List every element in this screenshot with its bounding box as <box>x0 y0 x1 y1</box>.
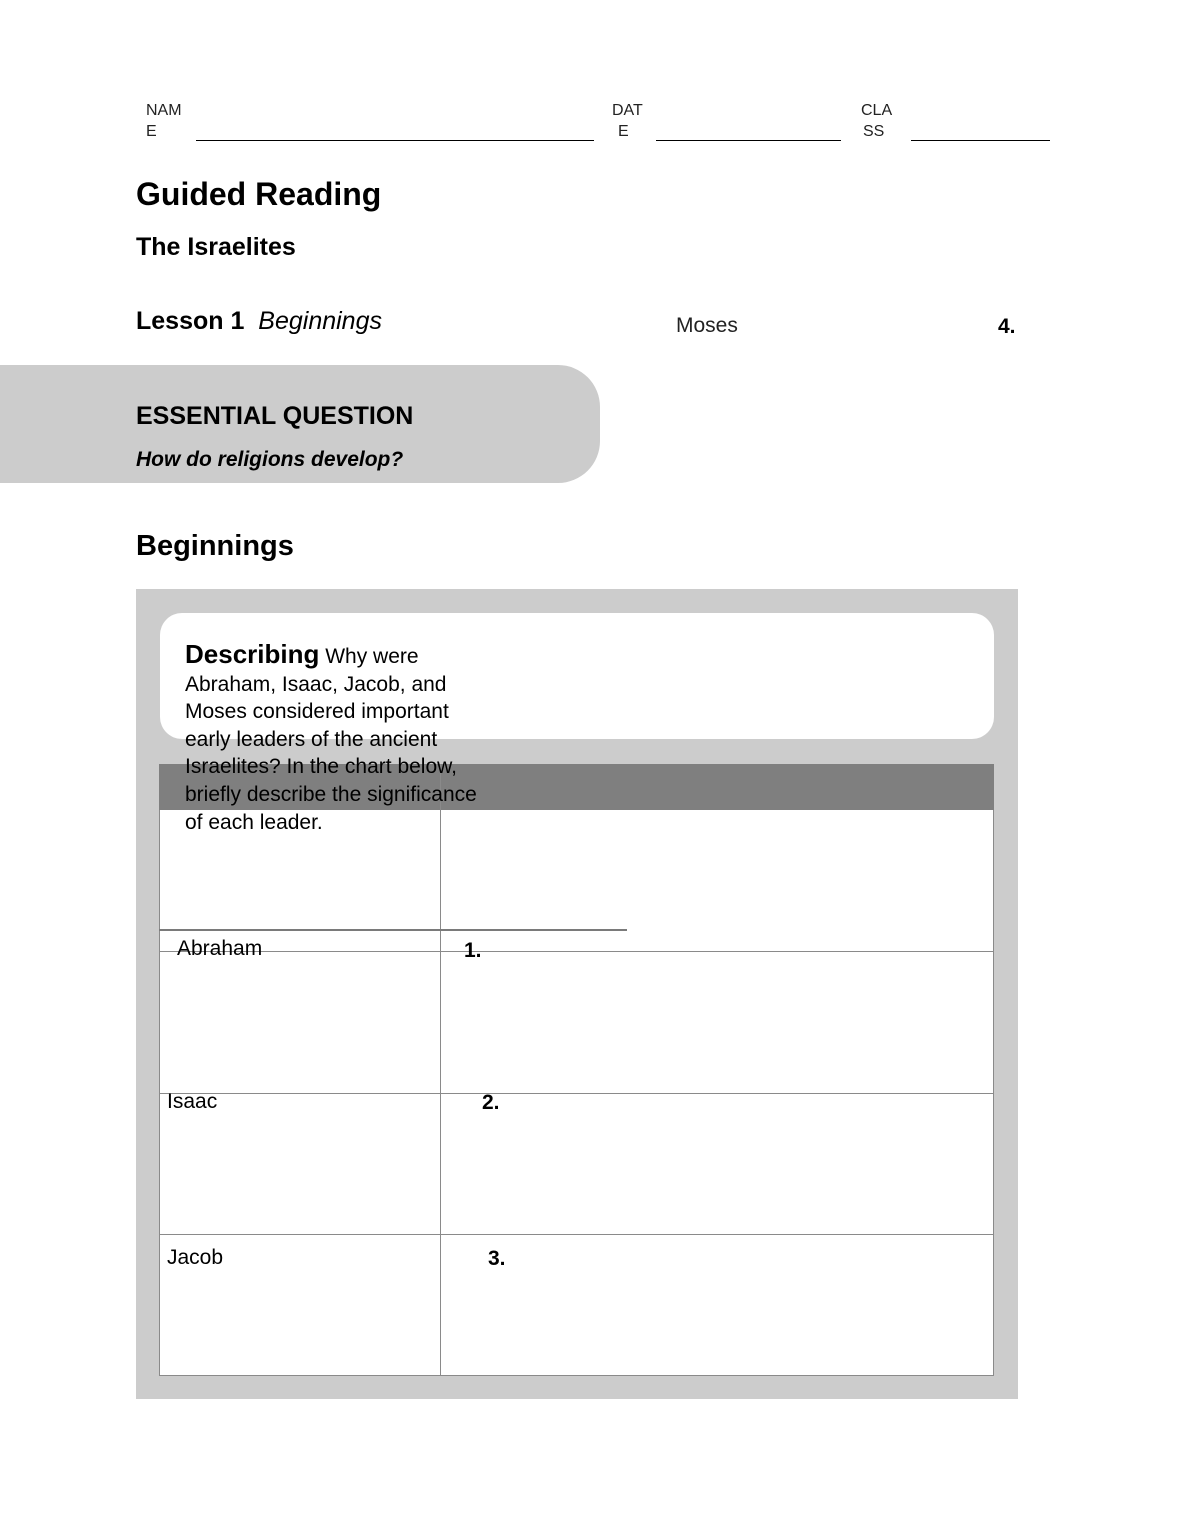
row-divider <box>159 951 994 952</box>
page-subtitle: The Israelites <box>136 233 296 261</box>
name-field[interactable] <box>196 140 594 141</box>
leader-name-abraham: Abraham <box>177 937 263 960</box>
section-heading: Beginnings <box>136 530 294 562</box>
leader-name-moses: Moses <box>676 314 738 337</box>
row-divider <box>159 929 627 931</box>
prompt-body: Why were Abraham, Isaac, Jacob, and Moses considered important early leaders of the ancient Israelites? In the chart below, briefly describe the significance of each leader. <box>185 645 477 834</box>
answer-cell-jacob[interactable] <box>442 1236 993 1375</box>
class-label: CLA SS <box>861 102 893 140</box>
prompt-lead: Describing <box>185 639 320 669</box>
leader-name-jacob: Jacob <box>167 1246 224 1269</box>
essential-question-text: How do religions develop? <box>136 448 404 471</box>
answer-cell-abraham[interactable] <box>442 953 993 1092</box>
lesson-label: Lesson 1 <box>136 307 245 335</box>
row-divider <box>159 1234 994 1235</box>
leader-name-isaac: Isaac <box>167 1090 218 1113</box>
date-field[interactable] <box>656 140 841 141</box>
lesson-name: Beginnings <box>258 307 382 335</box>
answer-number-2: 2. <box>482 1091 500 1114</box>
answer-number-1: 1. <box>464 939 482 962</box>
row-divider <box>159 1093 994 1094</box>
answer-number-3: 3. <box>488 1247 506 1270</box>
date-label: DAT E <box>612 102 643 140</box>
class-field[interactable] <box>911 140 1050 141</box>
name-label: NAM E <box>146 102 182 140</box>
answer-cell-isaac[interactable] <box>442 1095 993 1233</box>
essential-question-heading: ESSENTIAL QUESTION <box>136 402 414 430</box>
lesson-heading <box>136 307 382 336</box>
prompt-text <box>185 641 485 836</box>
column-divider <box>440 764 441 1376</box>
answer-number-4: 4. <box>998 315 1016 338</box>
page-title: Guided Reading <box>136 176 382 212</box>
